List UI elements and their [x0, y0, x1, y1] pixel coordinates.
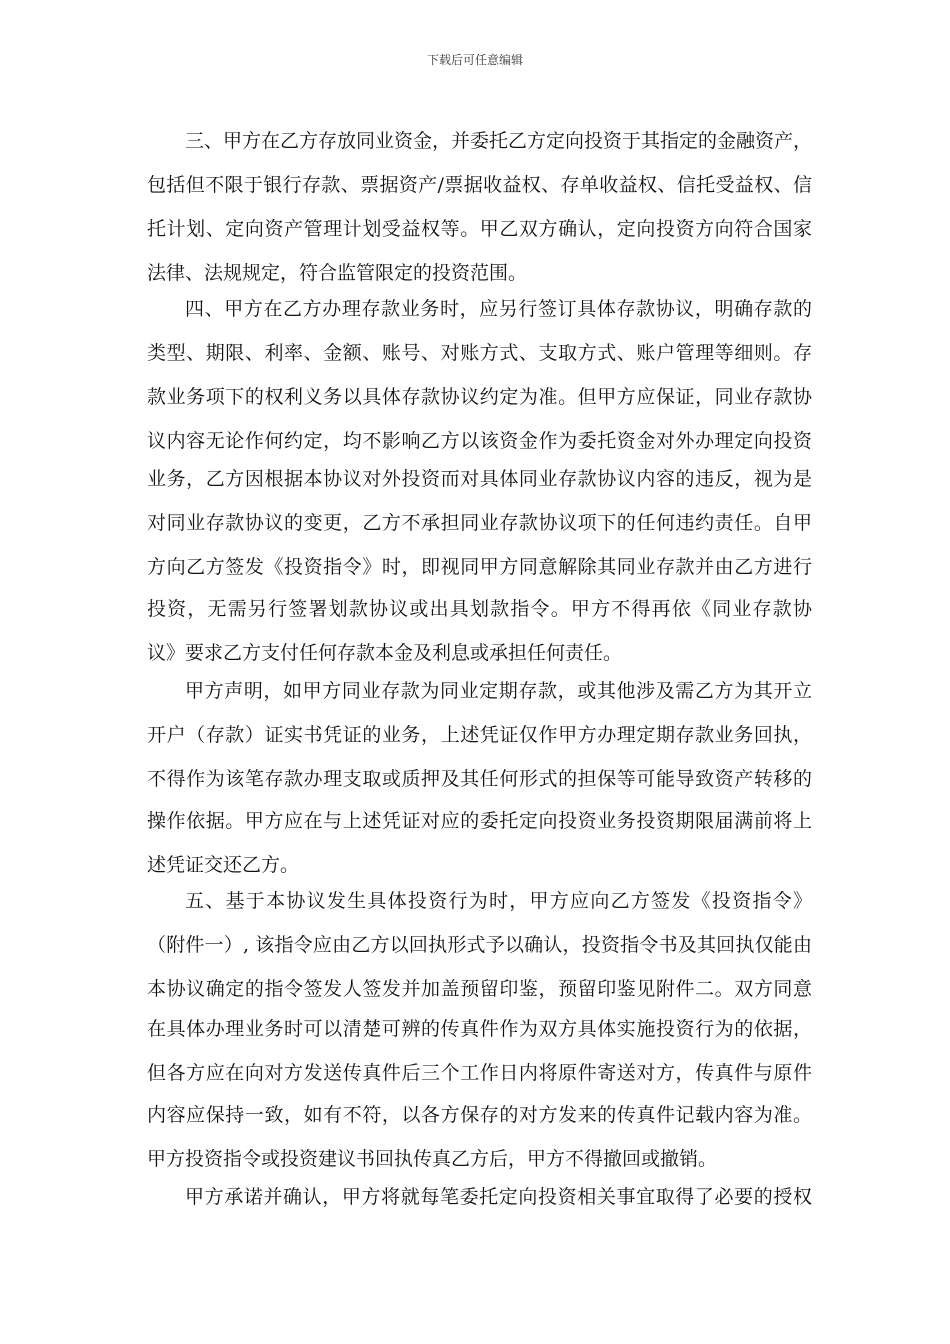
paragraph-3-line-1: 三、甲方在乙方存放同业资金，并委托乙方定向投资于其指定的金融资产，	[185, 130, 812, 152]
paragraph-5-line-6: 内容应保持一致，如有不符，以各方保存的对方发来的传真件记载内容为准。	[147, 1104, 812, 1126]
page-header: 下载后可任意编辑	[426, 53, 523, 67]
paragraph-5-line-3: 本协议确定的指令签发人签发并加盖预留印鉴，预留印鉴见附件二。双方同意	[147, 978, 812, 1000]
declaration-line-1: 甲方声明，如甲方同业存款为同业定期存款，或其他涉及需乙方为其开立	[185, 680, 812, 702]
declaration-line-3: 不得作为该笔存款办理支取或质押及其任何形式的担保等可能导致资产转移的	[147, 768, 812, 790]
declaration-line-5: 述凭证交还乙方。	[147, 854, 300, 876]
paragraph-3-line-3: 托计划、定向资产管理计划受益权等。甲乙双方确认，定向投资方向符合国家	[147, 218, 812, 240]
declaration-line-2: 开户（存款）证实书凭证的业务，上述凭证仅作甲方办理定期存款业务回执，	[147, 724, 812, 746]
paragraph-5-line-1: 五、基于本协议发生具体投资行为时，甲方应向乙方签发《投资指令》	[185, 890, 812, 912]
declaration-line-4: 操作依据。甲方应在与上述凭证对应的委托定向投资业务投资期限届满前将上	[147, 810, 812, 832]
paragraph-4-line-3: 款业务项下的权利义务以具体存款协议约定为准。但甲方应保证，同业存款协	[147, 386, 812, 408]
paragraph-5-line-7: 甲方投资指令或投资建议书回执传真乙方后，甲方不得撤回或撤销。	[147, 1148, 718, 1170]
paragraph-4-line-8: 投资，无需另行签署划款协议或出具划款指令。甲方不得再依《同业存款协	[147, 598, 812, 620]
paragraph-4-line-6: 对同业存款协议的变更，乙方不承担同业存款协议项下的任何违约责任。自甲	[147, 512, 812, 534]
paragraph-4-line-9: 议》要求乙方支付任何存款本金及利息或承担任何责任。	[147, 642, 623, 664]
paragraph-4-line-7: 方向乙方签发《投资指令》时，即视同甲方同意解除其同业存款并由乙方进行	[147, 556, 812, 578]
paragraph-4-line-5: 业务，乙方因根据本协议对外投资而对具体同业存款协议内容的违反，视为是	[147, 468, 812, 490]
paragraph-4-line-4: 议内容无论作何约定，均不影响乙方以该资金作为委托资金对外办理定向投资	[147, 430, 812, 452]
paragraph-3-line-2: 包括但不限于银行存款、票据资产/票据收益权、存单收益权、信托受益权、信	[147, 174, 812, 196]
paragraph-4-line-1: 四、甲方在乙方办理存款业务时，应另行签订具体存款协议，明确存款的	[185, 298, 812, 320]
paragraph-5-line-4: 在具体办理业务时可以清楚可辨的传真件作为双方具体实施投资行为的依据，	[147, 1018, 812, 1040]
paragraph-5-line-5: 但各方应在向对方发送传真件后三个工作日内将原件寄送对方，传真件与原件	[147, 1062, 812, 1084]
paragraph-5-line-2: （附件一）, 该指令应由乙方以回执形式予以确认，投资指令书及其回执仅能由	[147, 934, 812, 956]
paragraph-3-line-4: 法律、法规规定，符合监管限定的投资范围。	[147, 262, 528, 284]
paragraph-4-line-2: 类型、期限、利率、金额、账号、对账方式、支取方式、账户管理等细则。存	[147, 342, 812, 364]
commitment-line-1: 甲方承诺并确认，甲方将就每笔委托定向投资相关事宜取得了必要的授权	[185, 1186, 812, 1208]
